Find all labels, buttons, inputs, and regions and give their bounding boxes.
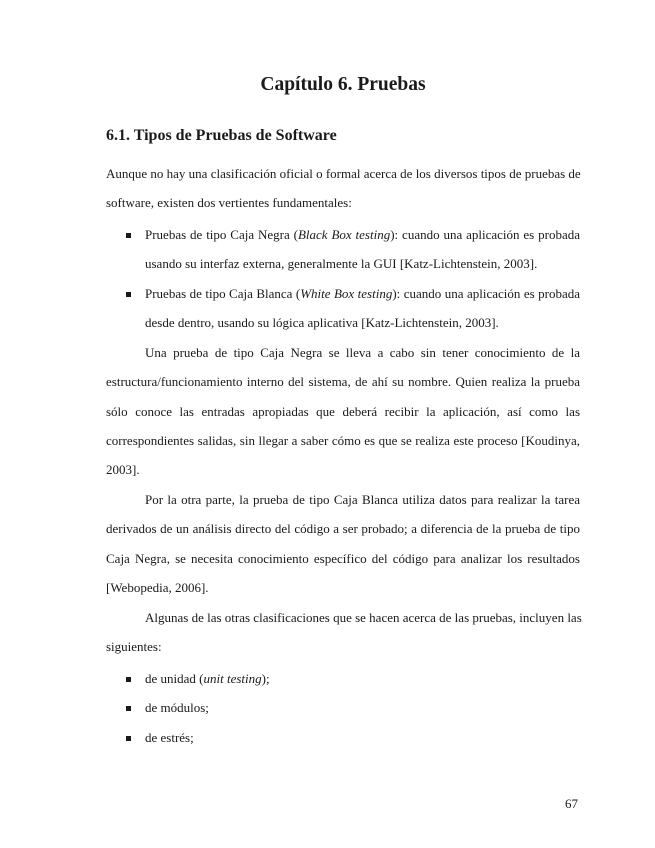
para2-line-4: [Webopedia, 2006]. <box>106 580 209 595</box>
bullet-2-line-1: Pruebas de tipo Caja Blanca (White Box testing): cuando una aplicación es probada <box>145 286 580 301</box>
bullet-marker <box>126 292 131 297</box>
intro-line-1: Aunque no hay una clasificación oficial o formal acerca de los diversos tipos de pruebas de <box>106 166 581 181</box>
para1-line-3: sólo conoce las entradas apropiadas que deberá recibir la aplicación, así como las <box>106 404 580 419</box>
para3-line-1: Algunas de las otras clasificaciones que se hacen acerca de las pruebas, incluyen las <box>145 610 582 625</box>
bullet-unit-testing: de unidad (unit testing); <box>145 671 270 686</box>
para2-line-3: Caja Negra, se necesita conocimiento específico del código para analizar los resultados <box>106 551 580 566</box>
bullet-marker <box>126 677 131 682</box>
bullet-1-line-1: Pruebas de tipo Caja Negra (Black Box testing): cuando una aplicación es probada <box>145 227 580 242</box>
bullet-marker <box>126 233 131 238</box>
chapter-title: Capítulo 6. Pruebas <box>260 74 426 95</box>
page-number: 67 <box>565 796 578 811</box>
para2-line-2: derivados de un análisis directo del código a ser probado; a diferencia de la prueba de tipo <box>106 521 580 536</box>
bullet-stress: de estrés; <box>145 730 194 745</box>
bullet-modules: de módulos; <box>145 700 209 715</box>
intro-line-2: software, existen dos vertientes fundamentales: <box>106 195 352 210</box>
bullet-2-line-2: desde dentro, usando su lógica aplicativa [Katz-Lichtenstein, 2003]. <box>145 315 499 330</box>
bullet-1-line-2: usando su interfaz externa, generalmente la GUI [Katz-Lichtenstein, 2003]. <box>145 256 538 271</box>
para1-line-1: Una prueba de tipo Caja Negra se lleva a cabo sin tener conocimiento de la <box>145 345 580 360</box>
para2-line-1: Por la otra parte, la prueba de tipo Caja Blanca utiliza datos para realizar la tarea <box>145 492 580 507</box>
para1-line-5: 2003]. <box>106 462 140 477</box>
bullet-marker <box>126 736 131 741</box>
section-title: 6.1. Tipos de Pruebas de Software <box>106 127 337 144</box>
para3-line-2: siguientes: <box>106 639 162 654</box>
para1-line-4: correspondientes salidas, sin llegar a saber cómo es que se realiza este proceso [Koudinya, <box>106 433 580 448</box>
bullet-marker <box>126 706 131 711</box>
para1-line-2: estructura/funcionamiento interno del sistema, de ahí su nombre. Quien realiza la prueba <box>106 374 580 389</box>
